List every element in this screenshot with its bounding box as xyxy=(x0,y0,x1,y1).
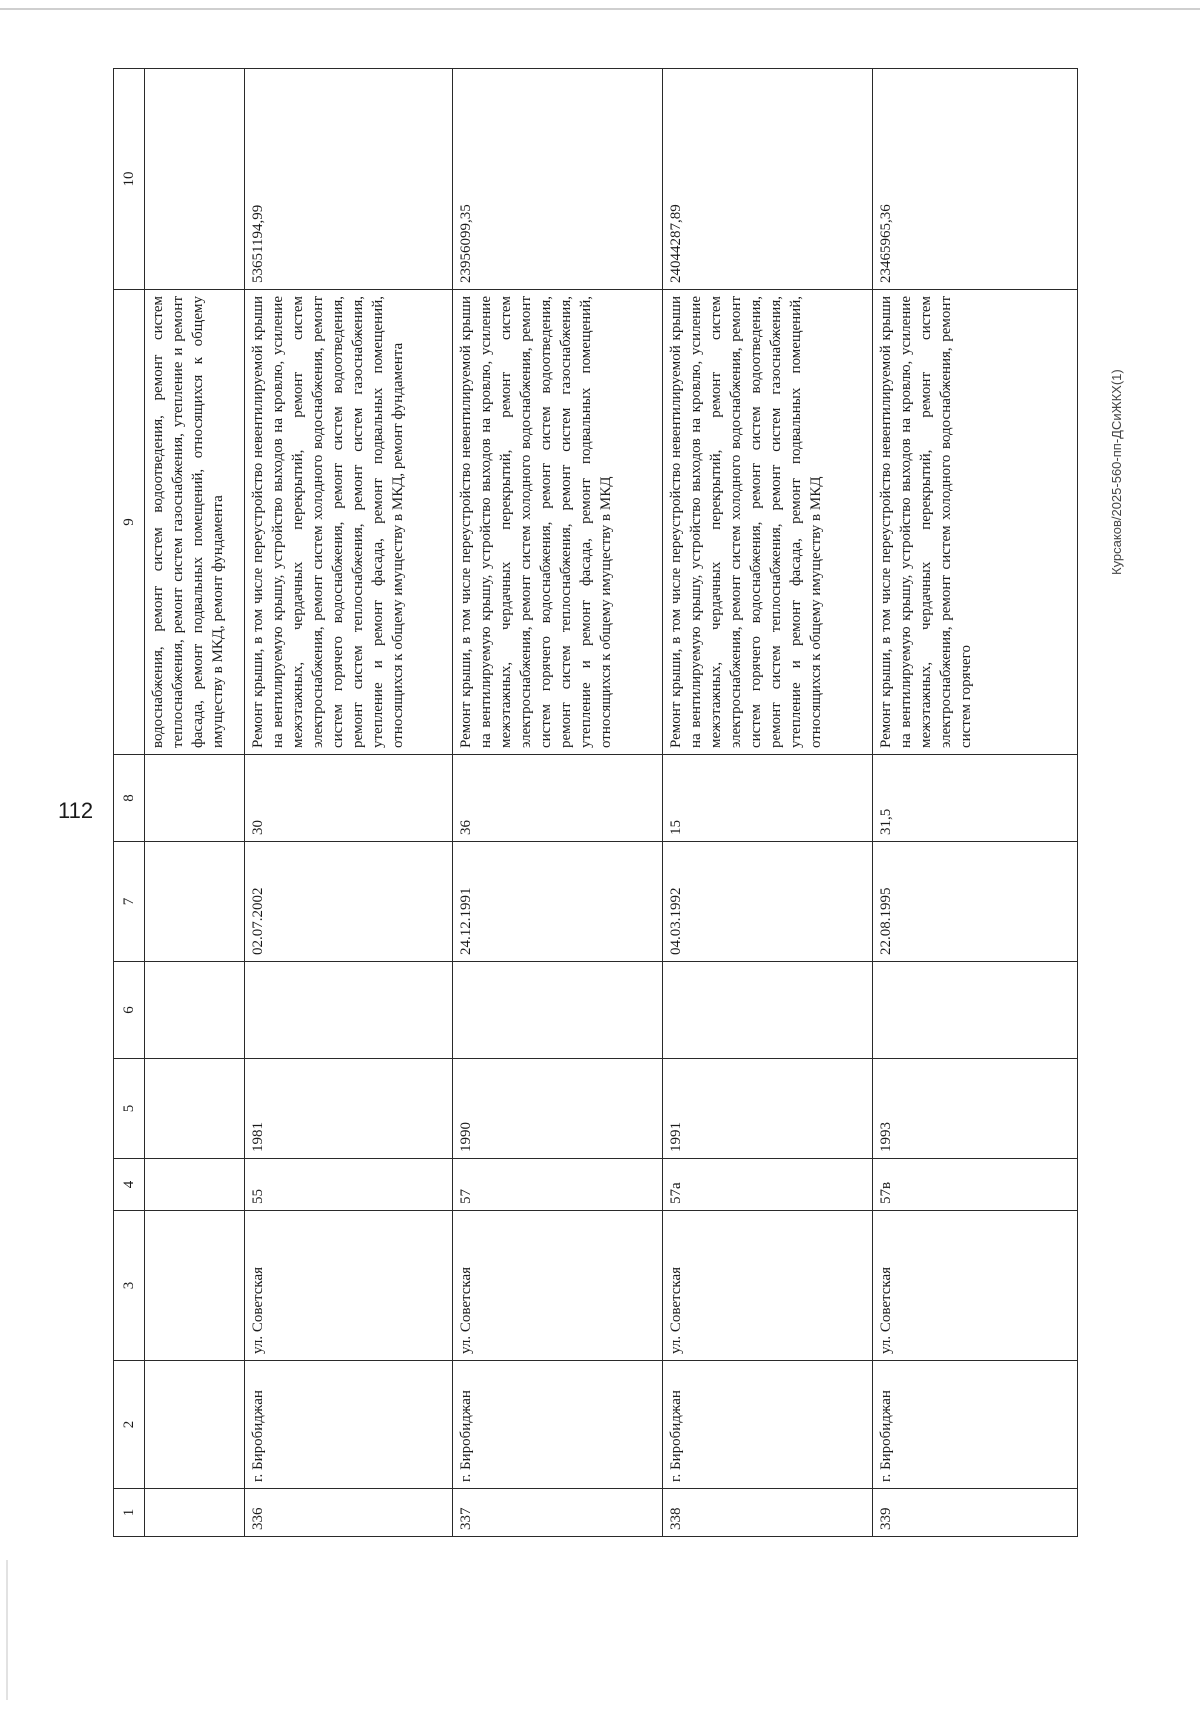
page-number: 112 xyxy=(58,798,94,823)
cell-city: г. Биробиджан xyxy=(453,1361,663,1489)
table-row xyxy=(453,69,663,1537)
cell-cost xyxy=(145,69,245,290)
cell-house xyxy=(145,1159,245,1211)
cell-date: 02.07.2002 xyxy=(245,842,453,962)
cell-house: 57в xyxy=(873,1159,1078,1211)
cell-col8 xyxy=(145,755,245,842)
repair-table-container xyxy=(113,69,1070,1537)
cell-col8: 36 xyxy=(453,755,663,842)
cell-col6 xyxy=(145,962,245,1059)
cell-works: Ремонт крыши, в том числе переустройство невентилируемой крыши на вентилируемую крышу, устройство выходов на кровлю, усиление межэтажных, чердачных перекрытий, ремонт систем электроснабжения, ремонт систем холодного водоснабжения, ремонт систем горячего водоснабжения, ремонт систем водоотведения, ремонт систем теплоснабжения, ремонт систем газоснабжения, утепление и ремонт фасада, ремонт подвальных помещений, относящихся к общему имуществу в МКД xyxy=(453,290,663,755)
scan-edge-mark xyxy=(6,1560,8,1700)
cell-col8: 30 xyxy=(245,755,453,842)
cell-index: 336 xyxy=(245,1489,453,1537)
cell-cost: 53651194,99 xyxy=(245,69,453,290)
cell-cost: 24044287,89 xyxy=(663,69,873,290)
column-number: 4 xyxy=(114,1159,145,1211)
cell-street: ул. Советская xyxy=(663,1211,873,1361)
column-number: 8 xyxy=(114,755,145,842)
cell-works: Ремонт крыши, в том числе переустройство невентилируемой крыши на вентилируемую крышу, устройство выходов на кровлю, усиление межэтажных, чердачных перекрытий, ремонт систем электроснабжения, ремонт систем холодного водоснабжения, ремонт систем горячего xyxy=(873,290,1078,755)
cell-index: 338 xyxy=(663,1489,873,1537)
column-number: 3 xyxy=(114,1211,145,1361)
cell-col6 xyxy=(245,962,453,1059)
cell-street xyxy=(145,1211,245,1361)
cell-street: ул. Советская xyxy=(245,1211,453,1361)
repair-table xyxy=(113,68,1078,1537)
cell-year-built: 1993 xyxy=(873,1059,1078,1159)
cell-works: Ремонт крыши, в том числе переустройство невентилируемой крыши на вентилируемую крышу, устройство выходов на кровлю, усиление межэтажных, чердачных перекрытий, ремонт систем электроснабжения, ремонт систем холодного водоснабжения, ремонт систем горячего водоснабжения, ремонт систем водоотведения, ремонт систем теплоснабжения, ремонт систем газоснабжения, утепление и ремонт фасада, ремонт подвальных помещений, относящихся к общему имуществу в МКД, ремонт фундамента xyxy=(245,290,453,755)
cell-house: 57 xyxy=(453,1159,663,1211)
cell-cost: 23956099,35 xyxy=(453,69,663,290)
cell-col6 xyxy=(663,962,873,1059)
cell-house: 57а xyxy=(663,1159,873,1211)
cell-col8: 15 xyxy=(663,755,873,842)
cell-year-built: 1981 xyxy=(245,1059,453,1159)
column-number: 9 xyxy=(114,290,145,755)
column-number: 7 xyxy=(114,842,145,962)
table-row-continuation xyxy=(145,69,245,1537)
cell-date xyxy=(145,842,245,962)
cell-works: Ремонт крыши, в том числе переустройство невентилируемой крыши на вентилируемую крышу, устройство выходов на кровлю, усиление межэтажных, чердачных перекрытий, ремонт систем электроснабжения, ремонт систем холодного водоснабжения, ремонт систем горячего водоснабжения, ремонт систем водоотведения, ремонт систем теплоснабжения, ремонт систем газоснабжения, утепление и ремонт фасада, ремонт подвальных помещений, относящихся к общему имуществу в МКД xyxy=(663,290,873,755)
column-number-row xyxy=(114,69,145,1537)
cell-col6 xyxy=(453,962,663,1059)
cell-year-built: 1991 xyxy=(663,1059,873,1159)
cell-city: г. Биробиджан xyxy=(663,1361,873,1489)
column-number: 6 xyxy=(114,962,145,1059)
document-reference-text: Курсаков/2025-560-пп-ДСиЖКХ(1) xyxy=(1109,369,1124,575)
column-number: 10 xyxy=(114,69,145,290)
table-row xyxy=(873,69,1078,1537)
cell-index: 339 xyxy=(873,1489,1078,1537)
column-number: 1 xyxy=(114,1489,145,1537)
cell-street: ул. Советская xyxy=(453,1211,663,1361)
cell-city xyxy=(145,1361,245,1489)
cell-date: 24.12.1991 xyxy=(453,842,663,962)
cell-works: водоснабжения, ремонт систем водоотведения, ремонт систем теплоснабжения, ремонт систем газоснабжения, утепление и ремонт фасада, ремонт подвальных помещений, относящихся к общему имуществу в МКД, ремонт фундамента xyxy=(145,290,245,755)
cell-city: г. Биробиджан xyxy=(873,1361,1078,1489)
column-number: 2 xyxy=(114,1361,145,1489)
table-row xyxy=(663,69,873,1537)
cell-city: г. Биробиджан xyxy=(245,1361,453,1489)
repair-table-rotated xyxy=(113,69,1070,1537)
cell-col8: 31,5 xyxy=(873,755,1078,842)
cell-index xyxy=(145,1489,245,1537)
column-number: 5 xyxy=(114,1059,145,1159)
table-row xyxy=(245,69,453,1537)
document-reference xyxy=(1102,175,1132,575)
cell-year-built xyxy=(145,1059,245,1159)
cell-col6 xyxy=(873,962,1078,1059)
cell-year-built: 1990 xyxy=(453,1059,663,1159)
cell-house: 55 xyxy=(245,1159,453,1211)
cell-index: 337 xyxy=(453,1489,663,1537)
cell-cost: 23465965,36 xyxy=(873,69,1078,290)
cell-date: 22.08.1995 xyxy=(873,842,1078,962)
cell-street: ул. Советская xyxy=(873,1211,1078,1361)
cell-date: 04.03.1992 xyxy=(663,842,873,962)
scan-edge-line xyxy=(0,8,1200,10)
